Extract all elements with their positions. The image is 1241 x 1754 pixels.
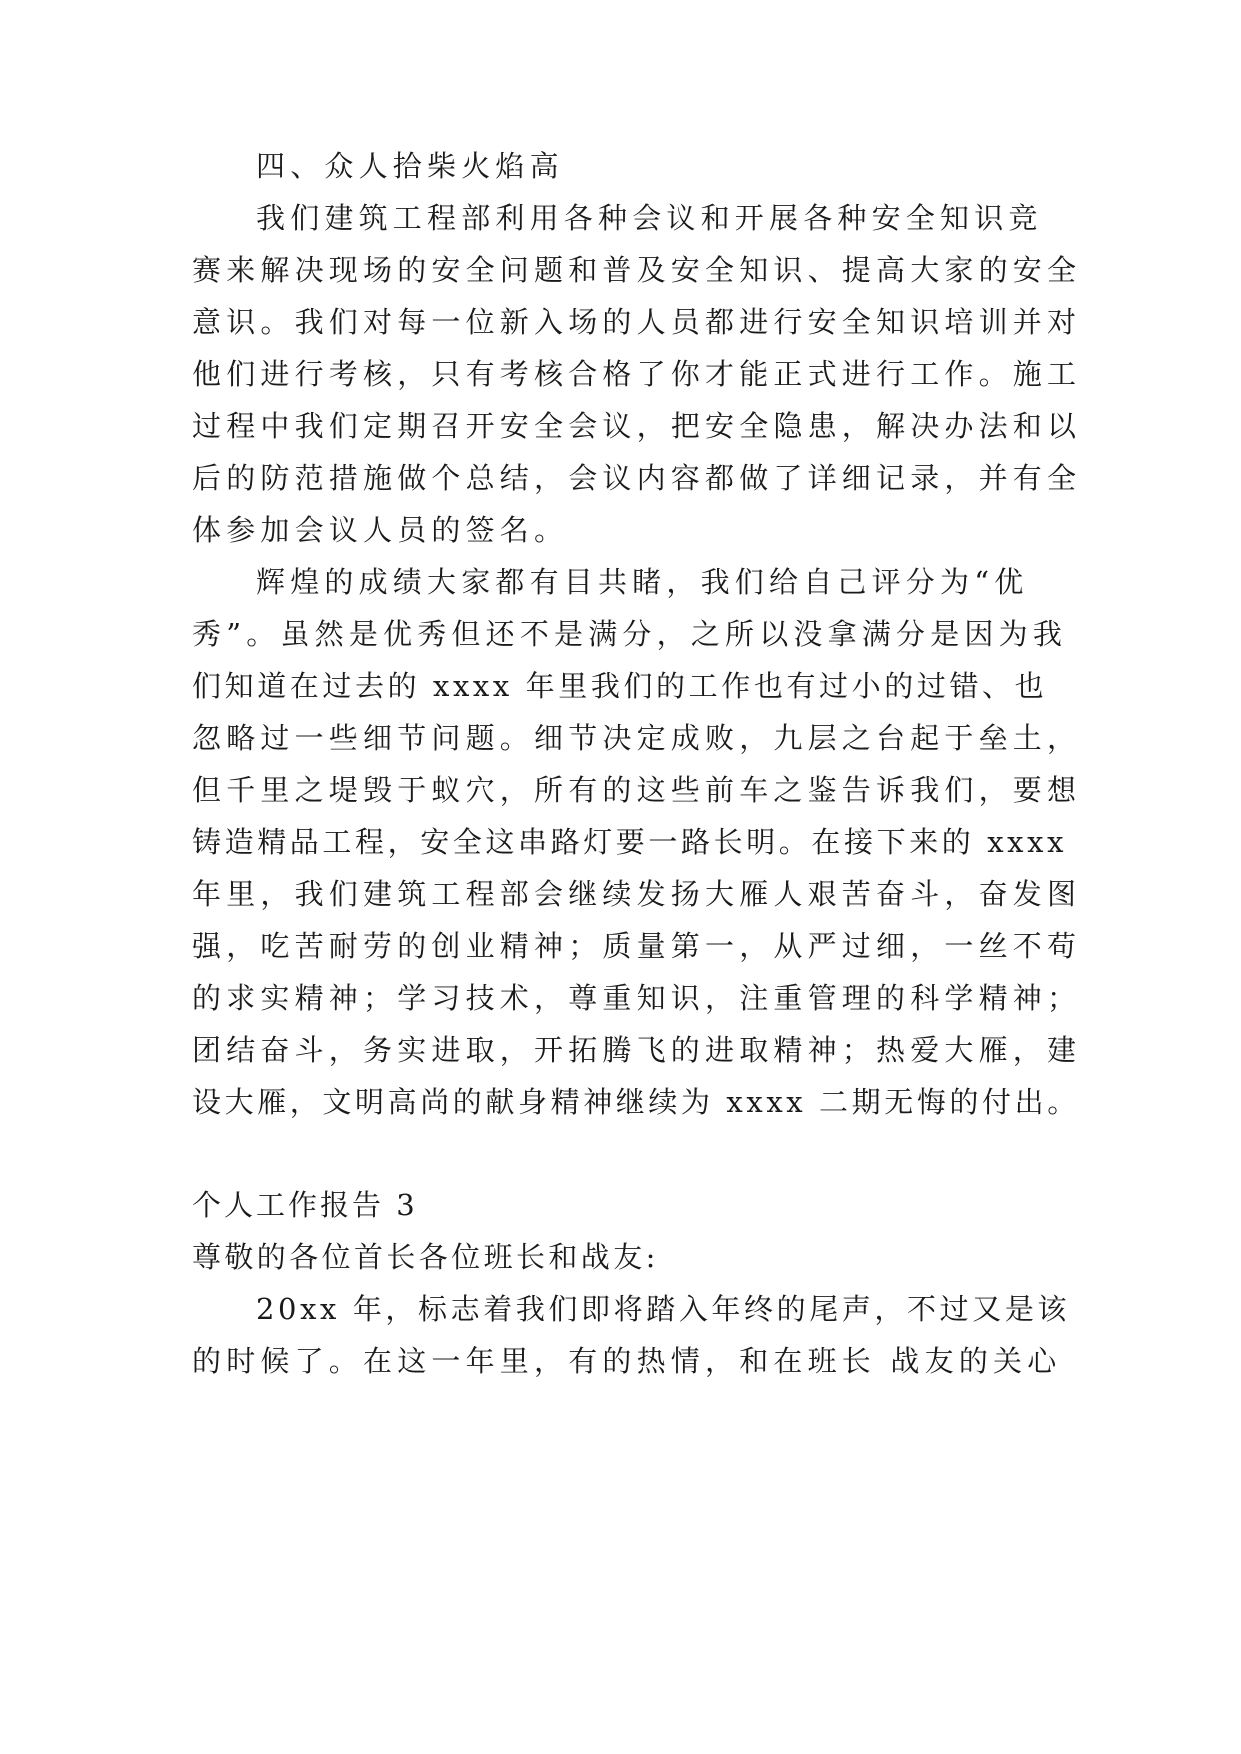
paragraph-line: 体参加会议人员的签名。 [192, 513, 569, 547]
paragraph-line: 铸造精品工程，安全这串路灯要一路长明。在接下来的 xxxx [192, 825, 1068, 859]
paragraph-line: 的求实精神；学习技术，尊重知识，注重管理的科学精神； [192, 981, 1082, 1015]
paragraph-line: 团结奋斗，务实进取，开拓腾飞的进取精神；热爱大雁，建 [192, 1033, 1082, 1067]
section-heading: 四、众人拾柴火焰高 [256, 149, 564, 183]
paragraph-line: 他们进行考核，只有考核合格了你才能正式进行工作。施工 [192, 357, 1082, 391]
paragraph-line: 秀”。虽然是优秀但还不是满分，之所以没拿满分是因为我 [192, 617, 1068, 651]
paragraph-line: 但千里之堤毁于蚁穴，所有的这些前车之鉴告诉我们，要想 [192, 773, 1082, 807]
paragraph-line: 辉煌的成绩大家都有目共睹，我们给自己评分为“优 [256, 565, 1029, 599]
paragraph-line: 过程中我们定期召开安全会议，把安全隐患，解决办法和以 [192, 409, 1082, 443]
paragraph-line: 们知道在过去的 xxxx 年里我们的工作也有过小的过错、也 [192, 669, 1048, 703]
paragraph-line: 后的防范措施做个总结，会议内容都做了详细记录，并有全 [192, 461, 1082, 495]
paragraph-line: 我们建筑工程部利用各种会议和开展各种安全知识竞 [256, 201, 1043, 235]
salutation: 尊敬的各位首长各位班长和战友: [192, 1240, 659, 1274]
paragraph-line: 赛来解决现场的安全问题和普及安全知识、提高大家的安全 [192, 253, 1082, 287]
paragraph-line: 20xx 年，标志着我们即将踏入年终的尾声，不过又是该 [256, 1292, 1071, 1326]
paragraph-line: 意识。我们对每一位新入场的人员都进行安全知识培训并对 [192, 305, 1082, 339]
paragraph-line: 设大雁，文明高尚的献身精神继续为 xxxx 二期无悔的付出。 [192, 1085, 1080, 1119]
paragraph-line: 忽略过一些细节问题。细节决定成败，九层之台起于垒土， [192, 721, 1082, 755]
paragraph-line: 年里，我们建筑工程部会继续发扬大雁人艰苦奋斗，奋发图 [192, 877, 1082, 911]
paragraph-line: 强，吃苦耐劳的创业精神；质量第一，从严过细，一丝不苟 [192, 929, 1082, 963]
paragraph-line: 的时候了。在这一年里，有的热情，和在班长 战友的关心 [192, 1344, 1062, 1378]
report-title: 个人工作报告 3 [192, 1188, 418, 1222]
